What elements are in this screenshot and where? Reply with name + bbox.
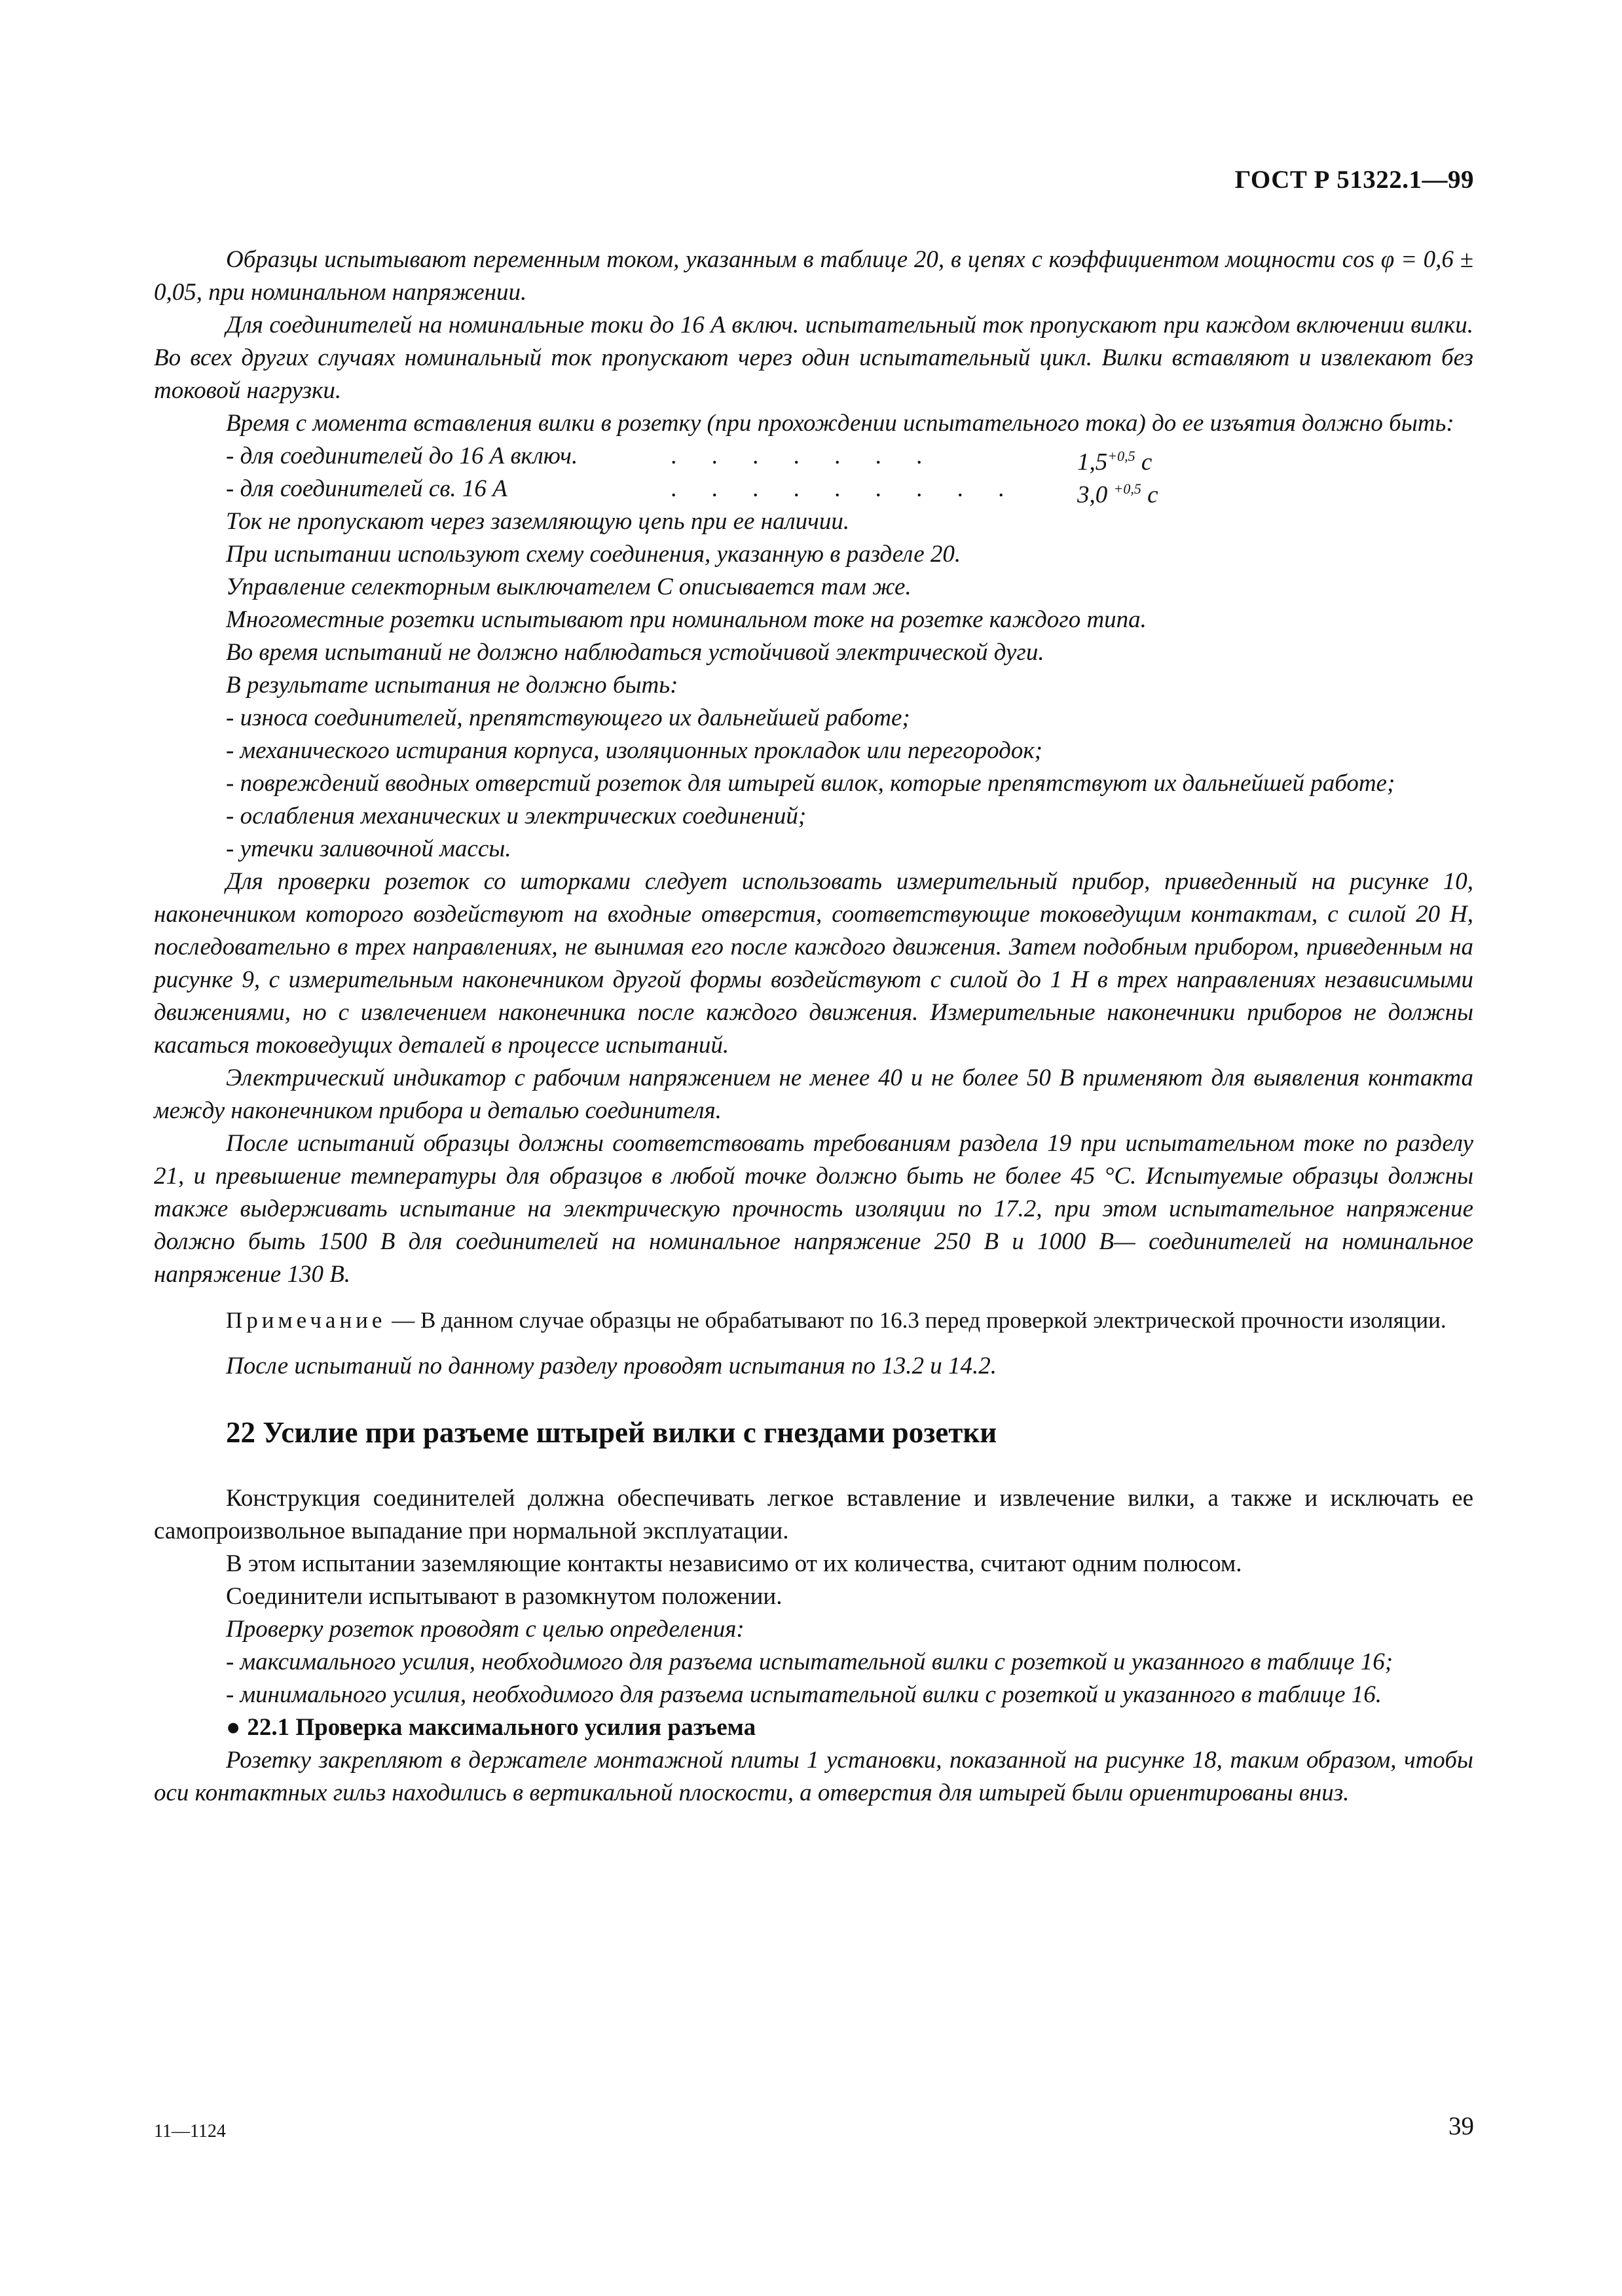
note-text: — В данном случае образцы не обрабатывают по 16.3 перед проверкой электрической прочности изоляции. [386,1307,1447,1333]
paragraph: Ток не пропускают через заземляющую цепь при ее наличии. [226,508,850,535]
paragraph: Для проверки розеток со шторками следует использовать измерительный прибор, приведенный на рисунке 10, наконечником которого воздействуют на входные отверстия, соответствующие токоведущим контактам, с силой 20 Н, последовательно в трех направлениях, не вынимая его после каждого движения. Затем подобным прибором, приведенным на рисунке 9, с измерительным наконечником другой формы воздействуют с силой до 1 Н в трех направлениях независимыми движениями, но с извлечением наконечника после каждого движения. Измерительные наконечники приборов не должны касаться токоведущих деталей в процессе испытаний. [154,868,1473,1059]
leader-dots: . . . . . . . [671,443,938,469]
paragraph: Проверку розеток проводят с целью определения: [226,1616,745,1643]
paragraph: Во время испытаний не должно наблюдаться устойчивой электрической дуги. [226,639,1044,666]
subsection-title: ● 22.1 Проверка максимального усилия разъема [154,1711,1473,1744]
footer-code: 11—1124 [154,2121,226,2141]
time-label: - для соединителей до 16 А включ. [226,443,578,469]
section-title: 22 Усилие при разъеме штырей вилки с гнездами розетки [226,1416,997,1449]
time-line [154,473,1473,509]
list-item: - повреждений вводных отверстий розеток для штырей вилок, которые препятствуют их дальнейшей работе; [226,770,1395,797]
paragraph: Розетку закрепляют в держателе монтажной плиты 1 установки, показанной на рисунке 18, таким образом, чтобы оси контактных гильз находились в вертикальной плоскости, а отверстия для штырей были ориентированы вниз. [154,1747,1473,1806]
paragraph: Управление селекторным выключателем С описывается там же. [226,574,912,600]
list-item: - износа соединителей, препятствующего их дальнейшей работе; [226,704,910,731]
list-item: - минимального усилия, необходимого для разъема испытательной вилки с розеткой и указанного в таблице 16. [226,1681,1382,1708]
paragraph: Для соединителей на номинальные токи до 16 А включ. испытательный ток пропускают при каждом включении вилки. Во всех других случаях номинальный ток пропускают через один испытательный цикл. Вилки вставляют и извлекают без токовой нагрузки. [154,312,1473,404]
paragraph: После испытаний по данному разделу проводят испытания по 13.2 и 14.2. [226,1353,997,1379]
paragraph: Многоместные розетки испытывают при номинальном токе на розетке каждого типа. [226,606,1147,633]
page-number: 39 [1448,2112,1474,2140]
list-item: - ослабления механических и электрических соединений; [226,803,807,829]
page-content [154,244,1473,1810]
note-label: Примечание [226,1307,386,1333]
paragraph: В этом испытании заземляющие контакты независимо от их количества, считают одним полюсом. [226,1550,1242,1577]
time-line [154,440,1473,476]
paragraph: Образцы испытывают переменным током, указанным в таблице 20, в цепях с коэффициентом мощности cos φ = 0,6 ± 0,05, при номинальном напряжении. [154,246,1473,306]
leader-dots: . . . . . . . . . [671,475,1020,502]
time-value: $1,5^{+0,5}$ с [1077,448,1152,476]
list-item: - максимального усилия, необходимого для разъема испытательной вилки с розеткой и указанного в таблице 16; [226,1649,1393,1675]
paragraph: Время с момента вставления вилки в розетку (при прохождении испытательного тока) до ее изъятия должно быть: [226,410,1454,437]
time-value: 3,0 $^{+0,5}$ с [1077,481,1158,509]
paragraph: Соединители испытывают в разомкнутом положении. [226,1583,783,1610]
time-label: - для соединителей св. 16 А [226,475,507,502]
bullet-icon: ● [226,1714,241,1741]
paragraph: Электрический индикатор с рабочим напряжением не менее 40 и не более 50 В применяют для выявления контакта между наконечником прибора и деталью соединителя. [154,1065,1473,1124]
list-item: - механического истирания корпуса, изоляционных прокладок или перегородок; [226,737,1042,764]
list-item: - утечки заливочной массы. [226,835,511,862]
paragraph: Конструкция соединителей должна обеспечивать легкое вставление и извлечение вилки, а также и исключать ее самопроизвольное выпадание при нормальной эксплуатации. [154,1485,1473,1544]
paragraph: После испытаний образцы должны соответствовать требованиям раздела 19 при испытательном токе по разделу 21, и превышение температуры для образцов в любой точке должно быть не более 45 °С. Испытуемые образцы должны также выдерживать испытание на электрическую прочность изоляции по 17.2, при этом испытательное напряжение должно быть 1500 В для соединителей на номинальное напряжение 250 В и 1000 В— соединителей на номинальное напряжение 130 В. [154,1130,1473,1288]
document-header-code: ГОСТ Р 51322.1—99 [1234,166,1474,194]
note [154,1304,1473,1337]
paragraph: При испытании используют схему соединения, указанную в разделе 20. [226,541,961,568]
paragraph: В результате испытания не должно быть: [226,672,678,699]
